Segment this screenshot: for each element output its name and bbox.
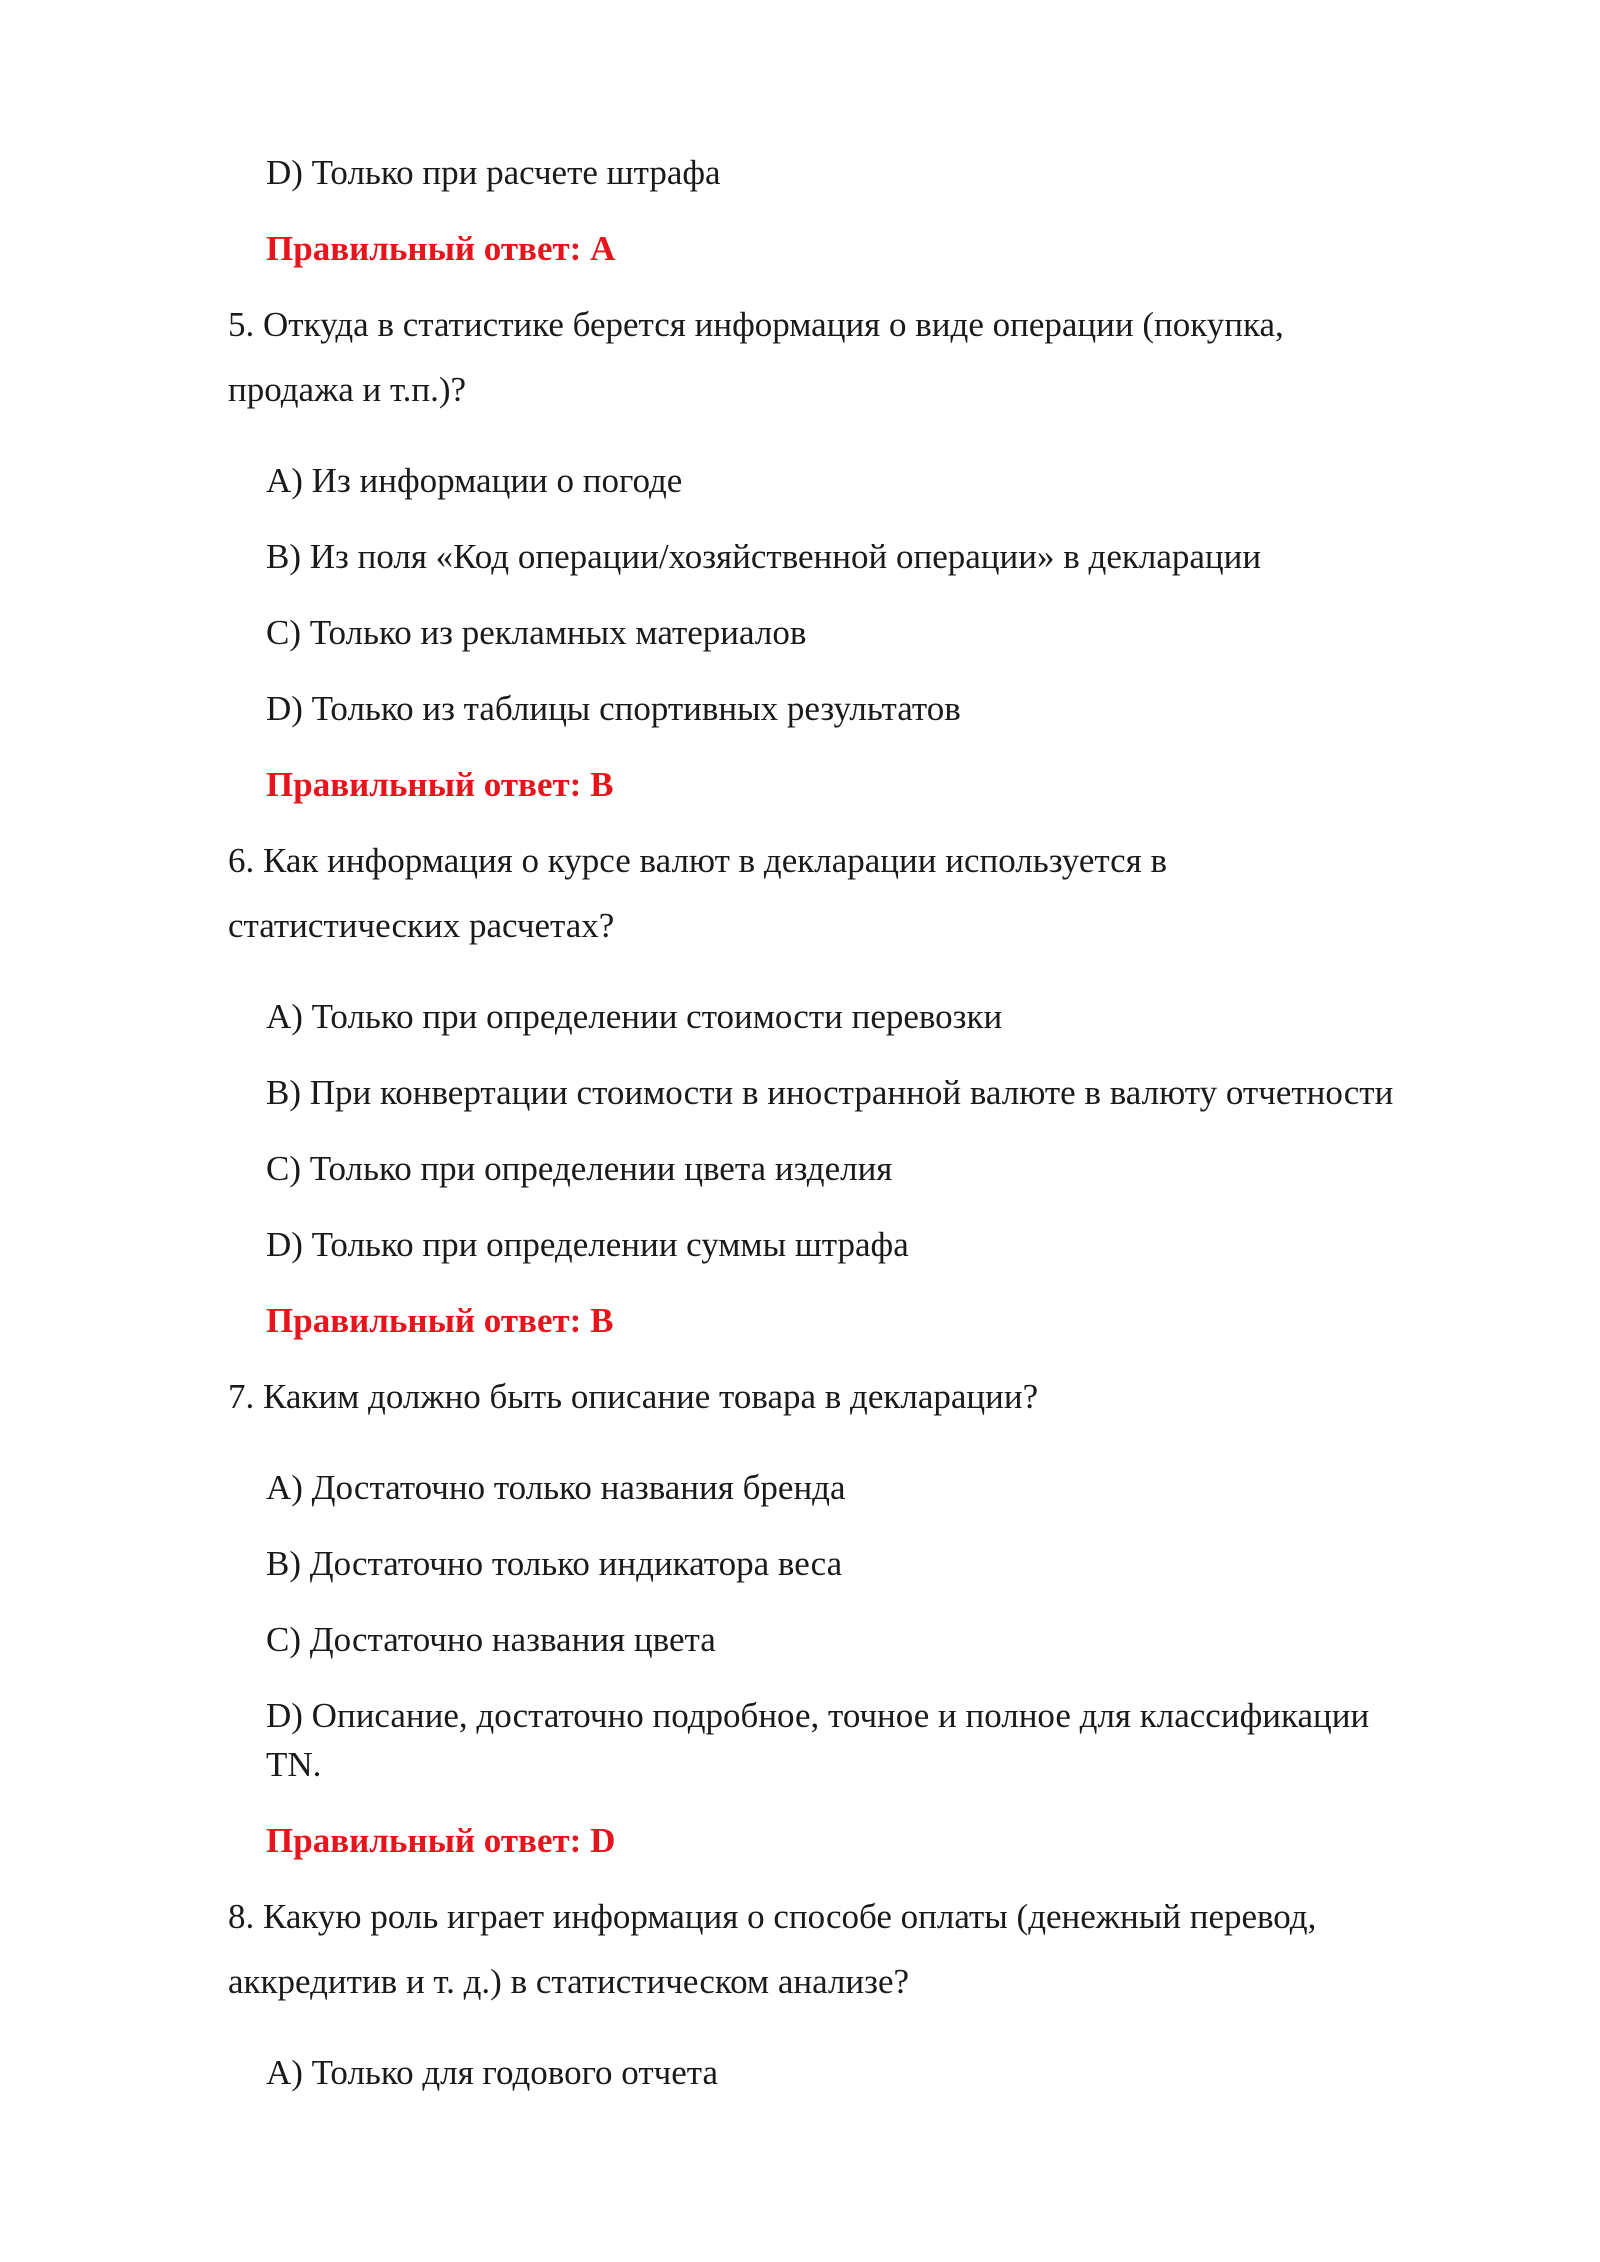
- question-line: 7. Каким должно быть описание товара в декларации?: [228, 1377, 1039, 1416]
- option-line: A) Только при определении стоимости перевозки: [266, 997, 1003, 1036]
- correct-answer: Правильный ответ: B: [266, 765, 614, 804]
- option-line: A) Из информации о погоде: [266, 461, 683, 500]
- question-line: 5. Откуда в статистике берется информация о виде операции (покупка,: [228, 305, 1284, 344]
- option-line: D) Описание, достаточно подробное, точное и полное для классификации: [266, 1696, 1370, 1735]
- option-line: B) Достаточно только индикатора веса: [266, 1544, 843, 1583]
- correct-answer: Правильный ответ: A: [266, 229, 616, 268]
- question-line: аккредитив и т. д.) в статистическом анализе?: [228, 1962, 910, 2001]
- correct-answer: Правильный ответ: B: [266, 1301, 614, 1340]
- option-line: C) Только из рекламных материалов: [266, 613, 807, 652]
- correct-answer: Правильный ответ: D: [266, 1821, 616, 1860]
- option-line: D) Только при расчете штрафа: [266, 153, 721, 192]
- option-line: C) Только при определении цвета изделия: [266, 1149, 893, 1188]
- question-line: продажа и т.п.)?: [228, 370, 467, 409]
- option-line: B) При конвертации стоимости в иностранной валюте в валюту отчетности: [266, 1073, 1394, 1112]
- option-line: C) Достаточно названия цвета: [266, 1620, 716, 1659]
- question-line: 6. Как информация о курсе валют в декларации используется в: [228, 841, 1168, 880]
- option-line: A) Только для годового отчета: [266, 2053, 719, 2092]
- option-line: D) Только из таблицы спортивных результатов: [266, 689, 961, 728]
- question-line: 8. Какую роль играет информация о способе оплаты (денежный перевод,: [228, 1897, 1317, 1936]
- option-line: D) Только при определении суммы штрафа: [266, 1225, 909, 1264]
- option-line: B) Из поля «Код операции/хозяйственной операции» в декларации: [266, 537, 1262, 576]
- option-line: A) Достаточно только названия бренда: [266, 1468, 846, 1507]
- option-line: TN.: [266, 1745, 322, 1784]
- question-line: статистических расчетах?: [228, 906, 615, 945]
